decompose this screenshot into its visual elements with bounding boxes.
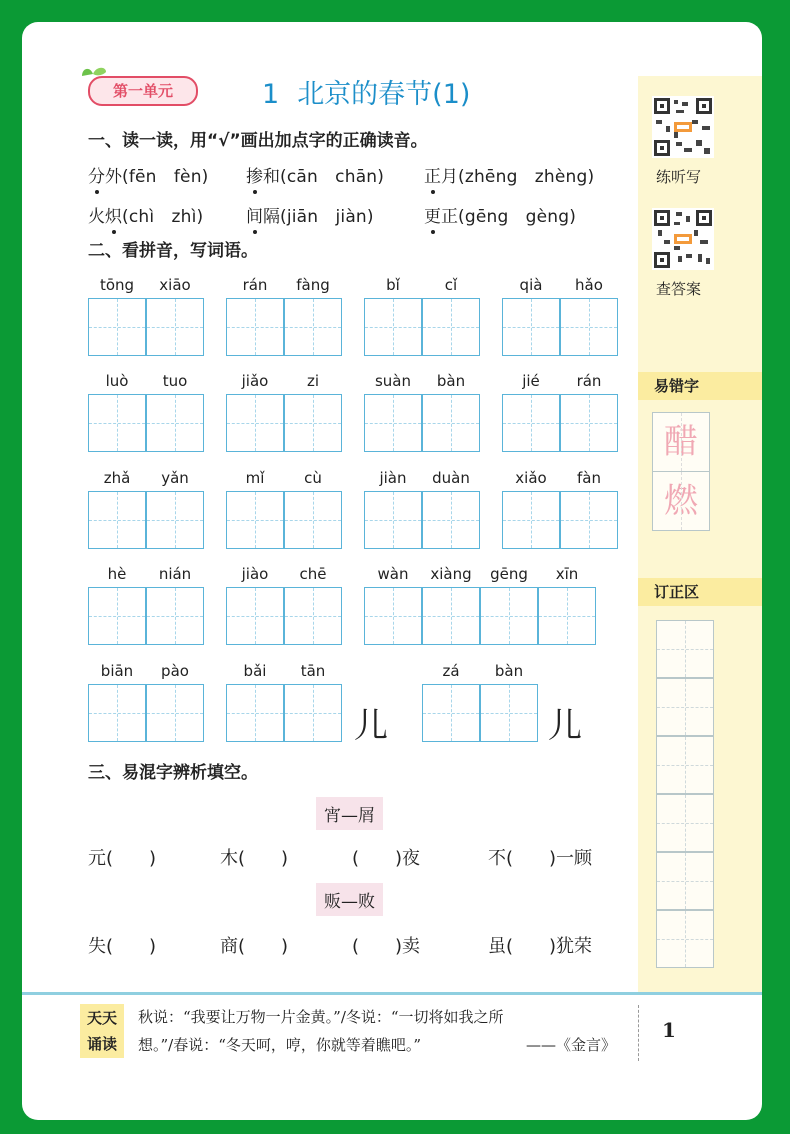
pinyin-syllable: jiǎo [241, 372, 269, 390]
target-word [424, 207, 458, 227]
tianzige-cell[interactable] [560, 491, 618, 549]
error-char: 燃 [653, 472, 709, 530]
error-char: 醋 [653, 413, 709, 472]
tianzige-cell[interactable] [422, 394, 480, 452]
tianzige-cell[interactable] [88, 491, 146, 549]
pinyin-syllable: luò [105, 372, 129, 390]
worksheet-page [22, 22, 762, 1120]
tianzige-cell[interactable] [226, 587, 284, 645]
lesson-number: 1 [262, 79, 280, 110]
tianzige-cell[interactable] [226, 298, 284, 356]
emphasis-dot-char: 间 [246, 207, 263, 227]
tianzige-cell[interactable] [364, 298, 422, 356]
pinyin-syllable: xīn [555, 565, 579, 583]
pinyin-syllable: fàng [296, 276, 330, 294]
word-char: 正 [441, 207, 458, 227]
tianzige-cell[interactable] [226, 491, 284, 549]
daily-reading-text-line1: 秋说：“我要让万物一片金黄。”/冬说：“一切将如我之所 [138, 1008, 504, 1026]
correction-cell[interactable] [656, 678, 714, 736]
pinyin-syllable: tōng [99, 276, 135, 294]
sidebar [638, 76, 762, 992]
fill-blank-item[interactable]: 虽( )犹荣 [488, 936, 593, 957]
tianzige-cell[interactable] [422, 587, 480, 645]
section2-heading: 二、看拼音，写词语。 [88, 241, 258, 261]
pinyin-syllable: bǐ [386, 276, 400, 294]
pinyin-syllable: bàn [436, 372, 466, 390]
target-word [88, 207, 122, 227]
correction-cell[interactable] [656, 736, 714, 794]
tianzige-cell[interactable] [364, 587, 422, 645]
tianzige-cell[interactable] [88, 394, 146, 452]
tianzige-cell[interactable] [88, 587, 146, 645]
footer-separator [638, 1005, 639, 1061]
tianzige-cell[interactable] [422, 684, 480, 742]
pinyin-syllable: cǐ [444, 276, 458, 294]
tianzige-cell[interactable] [88, 684, 146, 742]
footer-divider [22, 992, 762, 995]
page-number: 1 [662, 1018, 676, 1042]
pinyin-syllable: biān [100, 662, 134, 680]
pinyin-syllable: jiào [241, 565, 269, 583]
word-char: 隔 [263, 207, 280, 227]
pinyin-syllable: duàn [432, 469, 470, 487]
qr-label-answers: 查答案 [656, 280, 702, 298]
emphasis-dot-char: 更 [424, 207, 441, 227]
tianzige-cell[interactable] [146, 298, 204, 356]
fill-blank-item[interactable]: ( )卖 [352, 936, 421, 957]
lesson-title [262, 72, 470, 111]
target-word [424, 167, 458, 187]
pinyin-options[interactable]: (zhēng zhèng) [458, 167, 595, 187]
tianzige-cell[interactable] [284, 491, 342, 549]
pinyin-syllable: xiǎo [515, 469, 547, 487]
tianzige-cell[interactable] [480, 684, 538, 742]
tianzige-cell[interactable] [502, 394, 560, 452]
correction-cell[interactable] [656, 620, 714, 678]
emphasis-dot-char: 分 [88, 167, 105, 187]
pinyin-syllable: bǎi [243, 662, 267, 680]
pinyin-syllable: hè [107, 565, 127, 583]
tianzige-cell[interactable] [560, 298, 618, 356]
tianzige-cell[interactable] [502, 298, 560, 356]
tianzige-cell[interactable] [422, 491, 480, 549]
tianzige-cell[interactable] [364, 491, 422, 549]
tianzige-cell[interactable] [502, 491, 560, 549]
pinyin-syllable: hǎo [575, 276, 603, 294]
tianzige-cell[interactable] [146, 394, 204, 452]
pinyin-syllable: xiāo [159, 276, 191, 294]
target-word [88, 167, 122, 187]
er-suffix-char: 儿 [354, 706, 388, 746]
emphasis-dot-char: 炽 [105, 207, 122, 227]
char-pair-2: 贩—败 [316, 883, 383, 916]
emphasis-dot-char: 掺 [246, 167, 263, 187]
pinyin-syllable: xiàng [430, 565, 472, 583]
tianzige-cell[interactable] [284, 298, 342, 356]
pinyin-syllable: mǐ [245, 469, 265, 487]
correction-tag: 订正区 [638, 578, 762, 606]
pinyin-syllable: wàn [377, 565, 409, 583]
qr-code-icon[interactable] [652, 208, 714, 270]
char-pair-1: 宵—屑 [316, 797, 383, 830]
word-char: 月 [441, 167, 458, 187]
pinyin-syllable: rán [242, 276, 268, 294]
pinyin-syllable: suàn [374, 372, 412, 390]
tianzige-cell[interactable] [226, 684, 284, 742]
daily-reading-text-line2: 想。”/春说：“冬天呵，哼，你就等着瞧吧。” [138, 1036, 422, 1054]
pinyin-syllable: gēng [490, 565, 528, 583]
pinyin-syllable: zá [442, 662, 460, 680]
pinyin-syllable: yǎn [161, 469, 189, 487]
pinyin-syllable: rán [576, 372, 602, 390]
tianzige-cell[interactable] [480, 587, 538, 645]
fill-blank-item[interactable]: 失( ) [88, 936, 157, 957]
tianzige-cell[interactable] [538, 587, 596, 645]
pronunciation-item [88, 202, 203, 227]
tianzige-cell[interactable] [284, 587, 342, 645]
fill-blank-item[interactable]: 商( ) [220, 936, 289, 957]
section1-heading: 一、读一读，用“√”画出加点字的正确读音。 [88, 131, 428, 151]
fill-blank-item[interactable]: 木( ) [220, 848, 289, 869]
pinyin-syllable: tuo [162, 372, 188, 390]
unit-badge: 第一单元 [88, 76, 198, 106]
fill-blank-item[interactable]: 不( )一顾 [488, 848, 593, 869]
qr-code-icon[interactable] [652, 96, 714, 158]
qr-label-dictation: 练听写 [656, 168, 702, 186]
pinyin-syllable: tān [300, 662, 326, 680]
target-word [246, 167, 280, 187]
target-word [246, 207, 280, 227]
fill-blank-item[interactable]: 元( ) [88, 848, 157, 869]
pinyin-options[interactable]: (chì zhì) [122, 207, 204, 227]
pinyin-syllable: bàn [494, 662, 524, 680]
correction-cell[interactable] [656, 794, 714, 852]
pinyin-syllable: zi [306, 372, 320, 390]
word-char: 和 [263, 167, 280, 187]
correction-cell[interactable] [656, 852, 714, 910]
word-char: 火 [88, 207, 105, 227]
word-char: 外 [105, 167, 122, 187]
pinyin-options[interactable]: (jiān jiàn) [280, 207, 374, 227]
pinyin-options[interactable]: (fēn fèn) [122, 167, 209, 187]
pinyin-syllable: pào [161, 662, 189, 680]
tianzige-cell[interactable] [422, 298, 480, 356]
pinyin-syllable: chē [299, 565, 327, 583]
tianzige-cell[interactable] [226, 394, 284, 452]
tianzige-cell[interactable] [146, 684, 204, 742]
tianzige-cell[interactable] [146, 491, 204, 549]
fill-blank-item[interactable]: ( )夜 [352, 848, 421, 869]
pinyin-syllable: jiàn [379, 469, 407, 487]
lesson-title-text: 北京的春节(1) [297, 79, 471, 110]
tianzige-cell[interactable] [364, 394, 422, 452]
daily-reading-tag-line1: 天天 [80, 1004, 124, 1032]
emphasis-dot-char: 正 [424, 167, 441, 187]
er-suffix-char: 儿 [548, 706, 582, 746]
pinyin-syllable: nián [158, 565, 192, 583]
section3-heading: 三、易混字辨析填空。 [88, 763, 258, 783]
pinyin-syllable: fàn [577, 469, 601, 487]
pinyin-syllable: cù [304, 469, 322, 487]
pinyin-syllable: jié [522, 372, 540, 390]
pronunciation-item [246, 202, 374, 227]
pronunciation-item [424, 162, 594, 187]
daily-reading-tag-line2: 诵读 [80, 1030, 124, 1058]
pronunciation-item [246, 162, 384, 187]
pronunciation-item [424, 202, 576, 227]
daily-reading-source: ——《金言》 [526, 1036, 617, 1054]
error-chars-box [652, 412, 710, 531]
tianzige-cell[interactable] [88, 298, 146, 356]
pinyin-syllable: zhǎ [103, 469, 131, 487]
pinyin-options[interactable]: (gēng gèng) [458, 207, 577, 227]
tianzige-cell[interactable] [560, 394, 618, 452]
pinyin-options[interactable]: (cān chān) [280, 167, 385, 187]
tianzige-cell[interactable] [146, 587, 204, 645]
tianzige-cell[interactable] [284, 394, 342, 452]
tianzige-cell[interactable] [284, 684, 342, 742]
pronunciation-item [88, 162, 209, 187]
correction-cell[interactable] [656, 910, 714, 968]
pinyin-syllable: qià [519, 276, 543, 294]
error-chars-tag: 易错字 [638, 372, 762, 400]
